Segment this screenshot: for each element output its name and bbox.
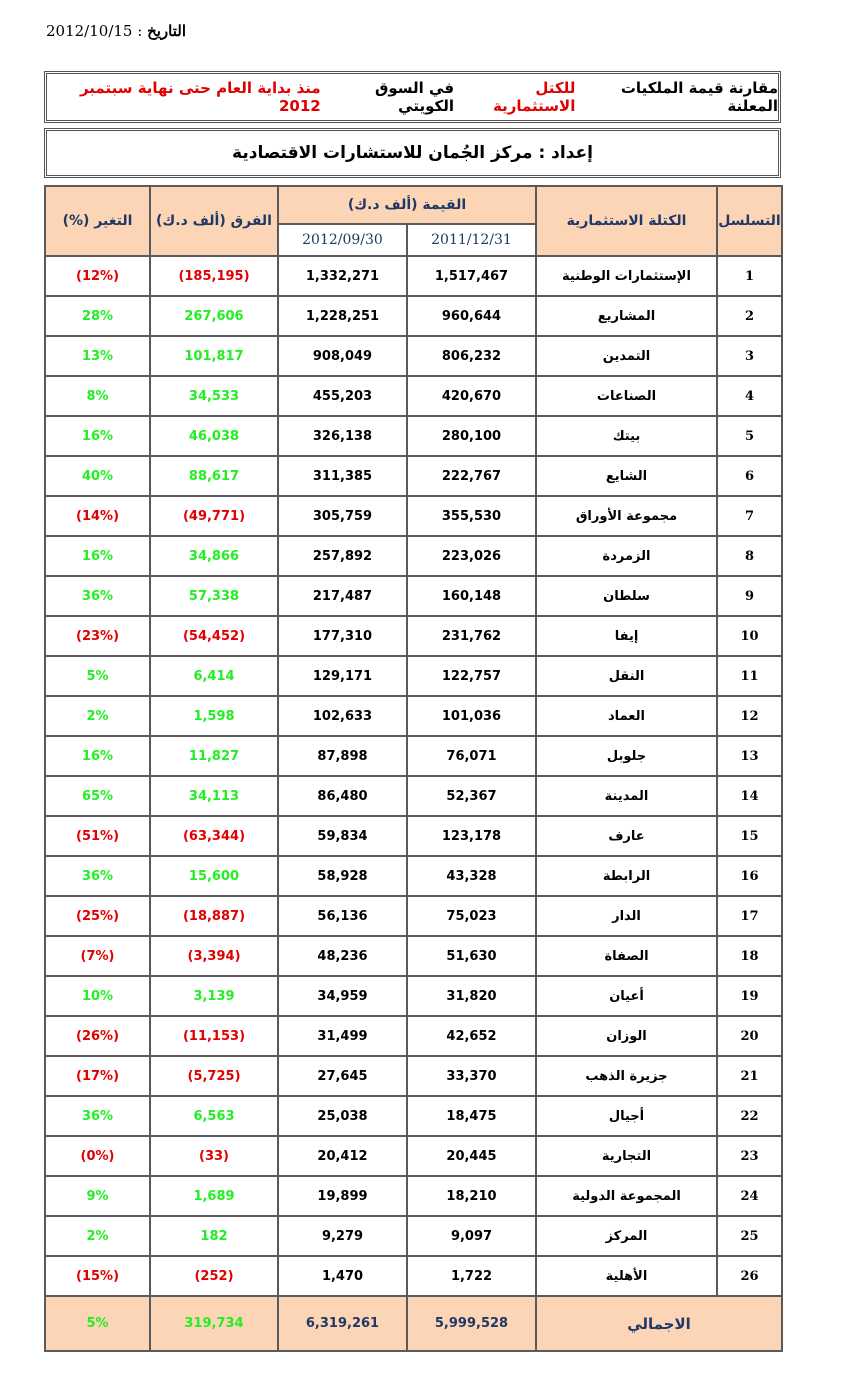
row-change: 36% [45,856,150,896]
row-diff: 34,113 [150,776,278,816]
table-row [45,976,782,1016]
row-change: (0%) [45,1136,150,1176]
header-bloc: الكتلة الاستثمارية [536,186,717,256]
title-part-1: مقارنة قيمة الملكيات المعلنة [620,79,778,115]
row-value-2011: 122,757 [407,656,536,696]
table-row [45,1056,782,1096]
row-diff: (18,887) [150,896,278,936]
row-bloc-name: الزمردة [536,536,717,576]
row-serial: 4 [717,376,782,416]
table-row [45,936,782,976]
row-value-2012: 177,310 [278,616,407,656]
row-value-2011: 51,630 [407,936,536,976]
table-row [45,816,782,856]
row-bloc-name: المجموعة الدولية [536,1176,717,1216]
table-row [45,896,782,936]
row-serial: 2 [717,296,782,336]
row-serial: 17 [717,896,782,936]
holdings-table [44,185,783,1352]
row-diff: 88,617 [150,456,278,496]
row-diff: 34,866 [150,536,278,576]
row-change: 65% [45,776,150,816]
row-change: 36% [45,576,150,616]
row-diff: 11,827 [150,736,278,776]
row-value-2011: 355,530 [407,496,536,536]
header-date-2: 2012/09/30 [278,224,407,256]
row-value-2011: 33,370 [407,1056,536,1096]
row-serial: 12 [717,696,782,736]
row-value-2012: 326,138 [278,416,407,456]
table-row [45,376,782,416]
row-value-2011: 20,445 [407,1136,536,1176]
row-diff: (33) [150,1136,278,1176]
row-change: 16% [45,736,150,776]
row-value-2012: 19,899 [278,1176,407,1216]
header-change: التغير (%) [45,186,150,256]
row-bloc-name: مجموعة الأوراق [536,496,717,536]
report-date-separator: : [132,22,148,40]
row-bloc-name: أجيال [536,1096,717,1136]
table-row [45,856,782,896]
row-change: (26%) [45,1016,150,1056]
row-bloc-name: جزيرة الذهب [536,1056,717,1096]
row-diff: 267,606 [150,296,278,336]
row-bloc-name: جلوبل [536,736,717,776]
row-value-2012: 257,892 [278,536,407,576]
row-value-2012: 305,759 [278,496,407,536]
row-value-2011: 43,328 [407,856,536,896]
report-date-label: التاريخ [147,22,186,40]
row-serial: 3 [717,336,782,376]
prepared-by-text: إعداد : مركز الجُمان للاستشارات الاقتصادية [232,143,593,163]
row-serial: 10 [717,616,782,656]
prepared-by [44,128,781,178]
row-change: (25%) [45,896,150,936]
row-bloc-name: بيتك [536,416,717,456]
row-value-2011: 31,820 [407,976,536,1016]
row-value-2012: 9,279 [278,1216,407,1256]
row-serial: 1 [717,256,782,296]
row-change: 2% [45,696,150,736]
row-change: (14%) [45,496,150,536]
row-bloc-name: التمدين [536,336,717,376]
row-value-2011: 160,148 [407,576,536,616]
header-value: القيمة (ألف د.ك) [278,186,536,224]
table-row [45,256,782,296]
title-part-2: للكتل الاستثمارية [493,79,576,115]
row-value-2011: 231,762 [407,616,536,656]
row-serial: 25 [717,1216,782,1256]
table-row [45,576,782,616]
row-bloc-name: عارف [536,816,717,856]
row-diff: (49,771) [150,496,278,536]
row-bloc-name: الإستثمارات الوطنية [536,256,717,296]
row-change: 36% [45,1096,150,1136]
header-serial: التسلسل [717,186,782,256]
row-value-2011: 806,232 [407,336,536,376]
table-row [45,1216,782,1256]
row-change: (23%) [45,616,150,656]
row-diff: (252) [150,1256,278,1296]
row-serial: 13 [717,736,782,776]
row-serial: 23 [717,1136,782,1176]
row-bloc-name: العماد [536,696,717,736]
table-row [45,416,782,456]
report-date-value: 2012/10/15 [46,22,133,40]
table-row [45,536,782,576]
row-serial: 22 [717,1096,782,1136]
table-row [45,776,782,816]
row-value-2011: 222,767 [407,456,536,496]
row-value-2011: 101,036 [407,696,536,736]
row-serial: 9 [717,576,782,616]
report-date [46,22,186,40]
header-date-1: 2011/12/31 [407,224,536,256]
table-row [45,1096,782,1136]
total-value-2011: 5,999,528 [407,1296,536,1351]
row-serial: 7 [717,496,782,536]
row-value-2012: 20,412 [278,1136,407,1176]
total-label: الاجمالي [536,1296,782,1351]
table-row [45,656,782,696]
row-value-2011: 223,026 [407,536,536,576]
row-serial: 18 [717,936,782,976]
row-change: 9% [45,1176,150,1216]
row-change: 40% [45,456,150,496]
row-value-2011: 280,100 [407,416,536,456]
row-value-2012: 25,038 [278,1096,407,1136]
table-row [45,496,782,536]
row-value-2011: 960,644 [407,296,536,336]
row-value-2011: 42,652 [407,1016,536,1056]
row-value-2012: 56,136 [278,896,407,936]
row-value-2012: 86,480 [278,776,407,816]
table-row [45,336,782,376]
table-row [45,696,782,736]
row-bloc-name: الأهلية [536,1256,717,1296]
row-change: 13% [45,336,150,376]
table-row [45,1256,782,1296]
row-value-2011: 123,178 [407,816,536,856]
row-bloc-name: الرابطة [536,856,717,896]
row-bloc-name: سلطان [536,576,717,616]
row-value-2012: 34,959 [278,976,407,1016]
row-change: 2% [45,1216,150,1256]
row-diff: (63,344) [150,816,278,856]
row-value-2012: 1,332,271 [278,256,407,296]
row-diff: 15,600 [150,856,278,896]
row-value-2012: 311,385 [278,456,407,496]
row-value-2012: 48,236 [278,936,407,976]
row-value-2011: 420,670 [407,376,536,416]
row-serial: 11 [717,656,782,696]
row-value-2012: 1,470 [278,1256,407,1296]
row-value-2011: 52,367 [407,776,536,816]
row-diff: 182 [150,1216,278,1256]
row-value-2011: 1,517,467 [407,256,536,296]
row-serial: 6 [717,456,782,496]
table-row [45,1016,782,1056]
row-diff: 1,689 [150,1176,278,1216]
total-value-2012: 6,319,261 [278,1296,407,1351]
report-title [44,71,781,123]
row-diff: 101,817 [150,336,278,376]
row-change: (17%) [45,1056,150,1096]
row-value-2012: 58,928 [278,856,407,896]
row-diff: 6,563 [150,1096,278,1136]
row-serial: 24 [717,1176,782,1216]
row-bloc-name: الدار [536,896,717,936]
row-value-2012: 87,898 [278,736,407,776]
row-diff: (5,725) [150,1056,278,1096]
row-value-2012: 31,499 [278,1016,407,1056]
row-bloc-name: الوزان [536,1016,717,1056]
row-value-2012: 129,171 [278,656,407,696]
row-value-2012: 27,645 [278,1056,407,1096]
total-diff: 319,734 [150,1296,278,1351]
row-bloc-name: الصفاة [536,936,717,976]
row-value-2012: 102,633 [278,696,407,736]
row-bloc-name: المشاريع [536,296,717,336]
row-change: 5% [45,656,150,696]
row-bloc-name: المدينة [536,776,717,816]
row-change: (12%) [45,256,150,296]
row-value-2011: 76,071 [407,736,536,776]
row-bloc-name: النقل [536,656,717,696]
row-value-2012: 908,049 [278,336,407,376]
table-row [45,616,782,656]
row-bloc-name: أعيان [536,976,717,1016]
row-serial: 16 [717,856,782,896]
row-value-2011: 18,475 [407,1096,536,1136]
title-part-4: منذ بداية العام حتى نهاية سبتمبر 2012 [79,79,321,115]
row-value-2012: 59,834 [278,816,407,856]
row-diff: 6,414 [150,656,278,696]
header-diff: الفرق (ألف د.ك) [150,186,278,256]
row-serial: 8 [717,536,782,576]
row-diff: (11,153) [150,1016,278,1056]
row-serial: 14 [717,776,782,816]
row-diff: 57,338 [150,576,278,616]
row-diff: (3,394) [150,936,278,976]
row-diff: 1,598 [150,696,278,736]
row-change: 8% [45,376,150,416]
row-serial: 19 [717,976,782,1016]
row-bloc-name: الشايع [536,456,717,496]
row-value-2012: 455,203 [278,376,407,416]
row-value-2012: 1,228,251 [278,296,407,336]
row-diff: (54,452) [150,616,278,656]
table-row [45,456,782,496]
row-value-2012: 217,487 [278,576,407,616]
row-change: (51%) [45,816,150,856]
row-value-2011: 9,097 [407,1216,536,1256]
row-serial: 15 [717,816,782,856]
row-diff: 3,139 [150,976,278,1016]
row-diff: 46,038 [150,416,278,456]
table-row [45,296,782,336]
total-row [45,1296,782,1351]
total-change: 5% [45,1296,150,1351]
row-change: 16% [45,416,150,456]
row-change: 28% [45,296,150,336]
row-bloc-name: إيفا [536,616,717,656]
row-diff: 34,533 [150,376,278,416]
row-serial: 5 [717,416,782,456]
row-diff: (185,195) [150,256,278,296]
row-value-2011: 1,722 [407,1256,536,1296]
row-bloc-name: التجارية [536,1136,717,1176]
row-value-2011: 75,023 [407,896,536,936]
row-change: (15%) [45,1256,150,1296]
row-change: 16% [45,536,150,576]
table-row [45,736,782,776]
row-serial: 21 [717,1056,782,1096]
row-serial: 26 [717,1256,782,1296]
table-row [45,1136,782,1176]
row-value-2011: 18,210 [407,1176,536,1216]
row-bloc-name: المركز [536,1216,717,1256]
row-serial: 20 [717,1016,782,1056]
title-part-3: في السوق الكويتي [374,79,455,115]
row-change: (7%) [45,936,150,976]
table-row [45,1176,782,1216]
row-bloc-name: الصناعات [536,376,717,416]
row-change: 10% [45,976,150,1016]
